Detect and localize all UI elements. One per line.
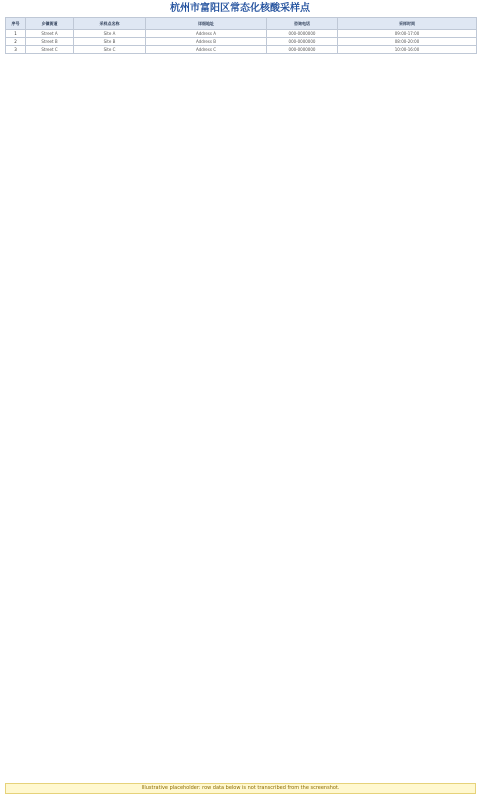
cell-address: Address A — [146, 30, 267, 38]
table-row — [6, 38, 477, 46]
placeholder-note: Illustrative placeholder: row data below is not transcribed from the screenshot. — [5, 783, 476, 794]
cell-phone: 000-0000000 — [267, 46, 338, 54]
cell-street: Street C — [26, 46, 74, 54]
cell-address: Address C — [146, 46, 267, 54]
column-header-phone: 咨询电话 — [267, 18, 338, 30]
table-row — [6, 46, 477, 54]
column-header-site: 采样点名称 — [74, 18, 146, 30]
column-header-street: 乡镇街道 — [26, 18, 74, 30]
page-title: 杭州市富阳区常态化核酸采样点 — [170, 3, 310, 14]
cell-phone: 000-0000000 — [267, 30, 338, 38]
cell-site: Site A — [74, 30, 146, 38]
table-row — [6, 30, 477, 38]
column-header-address: 详细地址 — [146, 18, 267, 30]
table-body — [6, 30, 477, 54]
table-header-row — [6, 18, 477, 30]
cell-site: Site C — [74, 46, 146, 54]
cell-no: 1 — [6, 30, 26, 38]
sampling-sites-table — [5, 17, 477, 54]
cell-phone: 000-0000000 — [267, 38, 338, 46]
cell-site: Site B — [74, 38, 146, 46]
column-header-no: 序号 — [6, 18, 26, 30]
cell-time: 08:00-20:00 — [338, 38, 477, 46]
cell-no: 3 — [6, 46, 26, 54]
cell-time: 10:00-16:00 — [338, 46, 477, 54]
cell-no: 2 — [6, 38, 26, 46]
cell-time: 09:00-17:00 — [338, 30, 477, 38]
cell-street: Street B — [26, 38, 74, 46]
column-header-time: 采样时间 — [338, 18, 477, 30]
cell-address: Address B — [146, 38, 267, 46]
cell-street: Street A — [26, 30, 74, 38]
